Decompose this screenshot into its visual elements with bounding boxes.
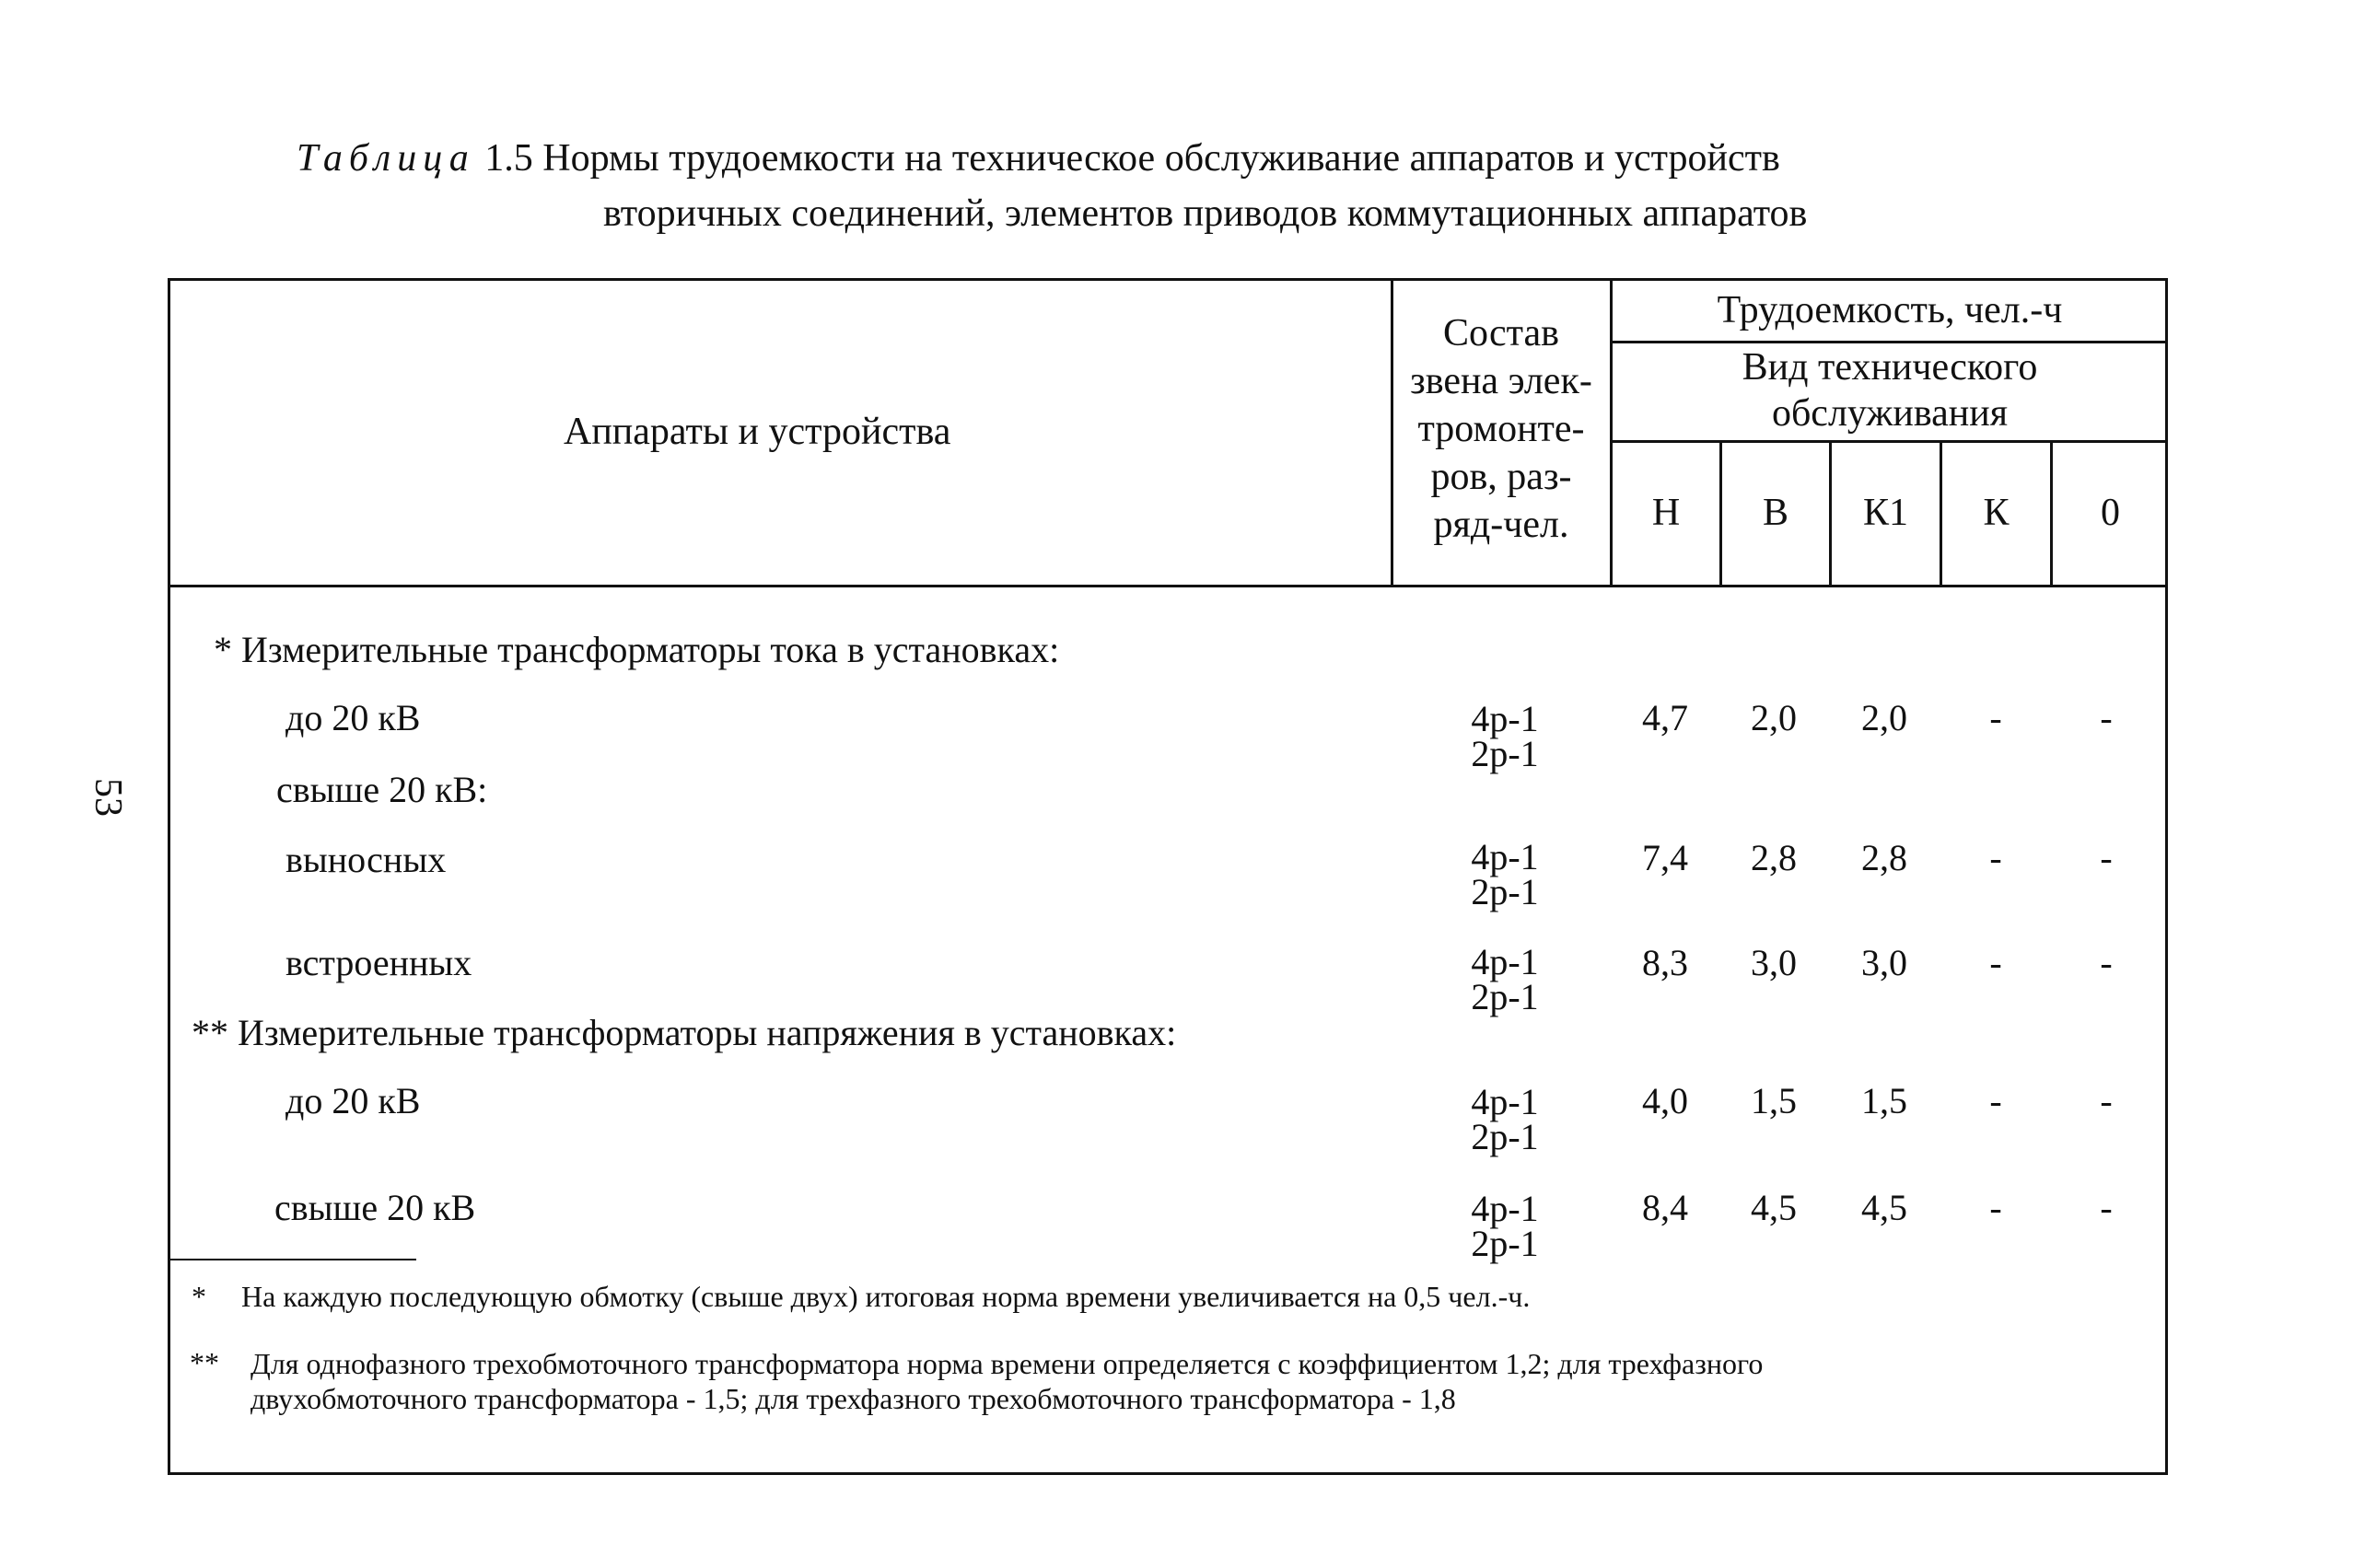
header-col-k: К [1983, 492, 2010, 534]
row-label: встроенных [285, 942, 472, 983]
value-h: 4,0 [1642, 1080, 1688, 1121]
value-h: 8,4 [1642, 1187, 1688, 1228]
header-labor: Трудоемкость, чел.-ч [1717, 289, 2063, 331]
crew-line: 2р-1 [1471, 1223, 1539, 1264]
section-heading: * Измерительные трансформаторы тока в установках: [214, 629, 1060, 670]
footnote-1-text: На каждую последующую обмотку (свыше двух) итоговая норма времени увеличивается на 0,5 чел.-ч. [241, 1280, 1531, 1313]
row-crew [1440, 941, 1569, 1017]
value-0: - [2100, 1080, 2113, 1121]
header-service-line: обслуживания [1771, 392, 2009, 435]
value-0: - [2100, 942, 2113, 983]
value-0: - [2100, 837, 2113, 878]
crew-line: 4р-1 [1471, 941, 1539, 982]
value-k1: 3,0 [1861, 942, 1907, 983]
value-k: - [1989, 942, 2002, 983]
row-crew [1440, 698, 1569, 774]
crew-line: 2р-1 [1471, 733, 1539, 774]
header-crew-line: ров, раз- [1430, 456, 1572, 498]
caption-line-2: вторичных соединений, элементов приводов коммутационных аппаратов [603, 192, 1808, 235]
header-col-h: Н [1651, 492, 1681, 534]
value-k1: 2,8 [1861, 837, 1907, 878]
value-k: - [1989, 1080, 2002, 1121]
service-divider [1610, 440, 2168, 443]
footnote-2-line: двухобмоточного трансформатора - 1,5; для трехфазного трехобмоточного трансформатора - 1,8 [250, 1382, 1456, 1415]
row-label: выносных [285, 839, 447, 880]
page-number: 53 [87, 778, 129, 817]
value-k: - [1989, 1187, 2002, 1228]
value-b: 2,0 [1751, 697, 1797, 738]
value-b: 1,5 [1751, 1080, 1797, 1121]
value-k: - [1989, 697, 2002, 738]
header-crew-line: звена элек- [1410, 360, 1592, 402]
row-crew [1440, 836, 1569, 912]
footnote-2-text [250, 1346, 1763, 1416]
value-0: - [2100, 697, 2113, 738]
section-heading: ** Измерительные трансформаторы напряжения в установках: [192, 1012, 1177, 1053]
value-b: 3,0 [1751, 942, 1797, 983]
header-crew-line: тромонте- [1417, 408, 1585, 450]
header-crew-line: ряд-чел. [1433, 504, 1569, 546]
value-k1: 1,5 [1861, 1080, 1907, 1121]
value-k1: 2,0 [1861, 697, 1907, 738]
header-col-k1: К1 [1862, 492, 1908, 534]
header-crew [1394, 309, 1608, 549]
value-h: 7,4 [1642, 837, 1688, 878]
header-devices: Аппараты и устройства [564, 411, 951, 453]
caption-line-1: 1.5 Нормы трудоемкости на техническое обслуживание аппаратов и устройств [484, 137, 1780, 180]
header-col-b: В [1762, 492, 1788, 534]
row-label: свыше 20 кВ [274, 1187, 476, 1228]
value-0: - [2100, 1187, 2113, 1228]
row-label: до 20 кВ [285, 697, 421, 738]
crew-line: 4р-1 [1471, 1081, 1539, 1122]
row-crew [1440, 1188, 1569, 1264]
footnote-2-mark: ** [190, 1346, 219, 1379]
crew-line: 2р-1 [1471, 1116, 1539, 1157]
caption-lead: Таблица [297, 137, 475, 180]
header-service-type [1614, 344, 2166, 436]
row-label: до 20 кВ [285, 1080, 421, 1121]
value-h: 8,3 [1642, 942, 1688, 983]
footnote-separator [168, 1259, 416, 1260]
value-k1: 4,5 [1861, 1187, 1907, 1228]
row-label: свыше 20 кВ: [276, 769, 488, 810]
labor-divider [1610, 341, 2168, 343]
value-b: 4,5 [1751, 1187, 1797, 1228]
value-k: - [1989, 837, 2002, 878]
table-caption [297, 136, 1780, 180]
footnote-1-mark: * [192, 1280, 206, 1313]
row-crew [1440, 1081, 1569, 1157]
col-divider-crew [1391, 278, 1393, 587]
header-col-0: 0 [2101, 492, 2120, 534]
col-divider-labor [1610, 278, 1613, 587]
header-crew-line: Состав [1442, 312, 1560, 354]
value-h: 4,7 [1642, 697, 1688, 738]
header-divider [168, 585, 2168, 587]
footnote-2-line: Для однофазного трехобмоточного трансформатора норма времени определяется с коэффициентом 1,2; для трехфазного [250, 1347, 1764, 1380]
crew-line: 4р-1 [1471, 836, 1539, 877]
crew-line: 2р-1 [1471, 871, 1539, 912]
crew-line: 2р-1 [1471, 976, 1539, 1017]
crew-line: 4р-1 [1471, 1188, 1539, 1229]
value-b: 2,8 [1751, 837, 1797, 878]
crew-line: 4р-1 [1471, 698, 1539, 739]
header-service-line: Вид технического [1742, 346, 2038, 389]
